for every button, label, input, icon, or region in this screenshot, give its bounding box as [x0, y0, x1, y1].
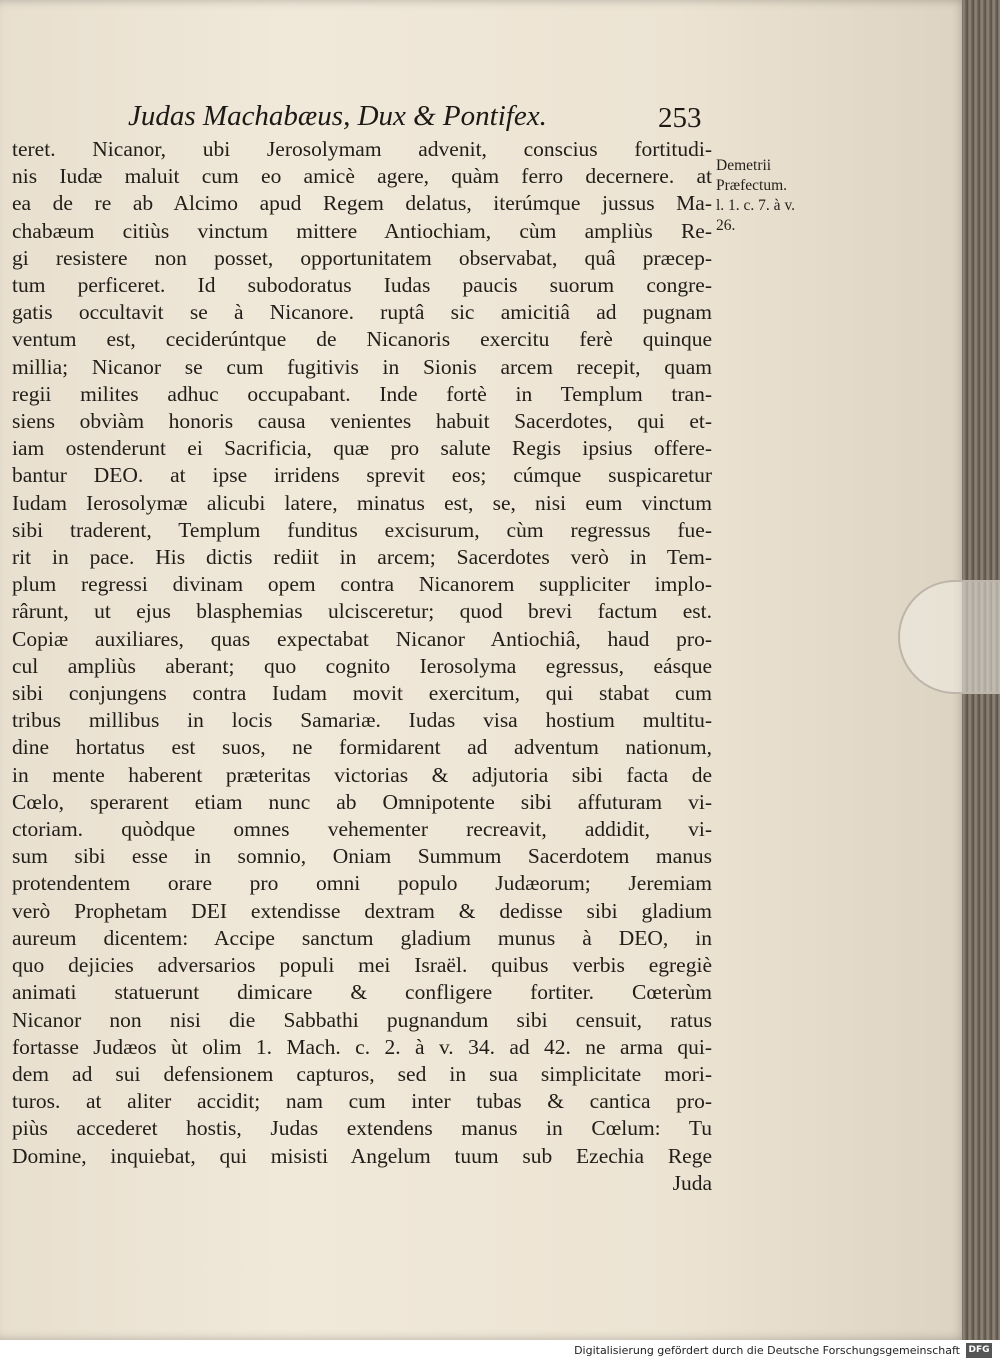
text-line: sibi traderent, Templum funditus excisurum, cùm regressus fue- — [12, 517, 712, 542]
page-clip — [898, 580, 1000, 694]
text-line: chabæum citiùs vinctum mittere Antiochiam, cùm ampliùs Re- — [12, 218, 712, 243]
text-line: Copiæ auxiliares, quas expectabat Nicanor Antiochiâ, haud pro- — [12, 626, 712, 651]
margin-note-line: Demetrii — [716, 157, 772, 174]
text-line: nis Iudæ maluit cum eo amicè agere, quàm ferro decernere. at — [12, 164, 712, 189]
text-line: plum regressi divinam opem contra Nicanorem suppliciter implo- — [12, 572, 712, 597]
text-line: Cœlo, sperarent etiam nunc ab Omnipotente sibi affuturam vi- — [12, 789, 712, 814]
text-line: iam ostenderunt ei Sacrificia, quæ pro salute Regis ipsius offere- — [12, 436, 712, 461]
text-line: dine hortatus est suos, ne formidarent ad adventum nationum, — [12, 735, 712, 760]
text-line: Domine, inquiebat, qui misisti Angelum tuum sub Ezechia Rege — [12, 1143, 712, 1168]
text-line: gatis occultavit se à Nicanore. ruptâ sic amicitiâ ad pugnam — [12, 300, 712, 325]
text-line: tum perficeret. Id subodoratus Iudas paucis suorum congre- — [12, 273, 712, 298]
text-line: siens obviàm honoris causa venientes habuit Sacerdotes, qui et- — [12, 409, 712, 434]
margin-note — [716, 156, 846, 236]
text-line: quo dejicies adversarios populi mei Israël. quibus verbis egregiè — [12, 953, 712, 978]
page-number: 253 — [658, 102, 702, 134]
text-line: Nicanor non nisi die Sabbathi pugnandum sibi censuit, ratus — [12, 1007, 712, 1032]
text-line: tribus millibus in locis Samariæ. Iudas visa hostium multitu- — [12, 708, 712, 733]
text-line: ea de re ab Alcimo apud Regem delatus, iterúmque jussus Ma- — [12, 191, 712, 216]
text-line: verò Prophetam DEI extendisse dextram & dedisse sibi gladium — [12, 898, 712, 923]
text-line: turos. at aliter accidit; nam cum inter tubas & cantica pro- — [12, 1089, 712, 1114]
text-line: bantur DEO. at ipse irridens sprevit eos; cúmque suspicaretur — [12, 463, 712, 488]
text-line: ventum est, ceciderúntque de Nicanoris exercitu ferè quinque — [12, 327, 712, 352]
funding-credit: Digitalisierung gefördert durch die Deutsche Forschungsgemeinschaft — [574, 1344, 960, 1357]
text-line: dem ad sui defensionem capturos, sed in sua simplicitate mori- — [12, 1061, 712, 1086]
text-line: fortasse Judæos ùt olim 1. Mach. c. 2. à v. 34. ad 42. ne arma qui- — [12, 1034, 712, 1059]
text-line: in mente haberent præteritas victorias & adjutoria sibi facta de — [12, 762, 712, 787]
text-line: ctoriam. quòdque omnes vehementer recreavit, addidit, vi- — [12, 817, 712, 842]
body-text — [12, 136, 712, 1197]
text-line: protendentem orare pro omni populo Judæorum; Jeremiam — [12, 871, 712, 896]
text-line: rit in pace. His dictis rediit in arcem; Sacerdotes verò in Tem- — [12, 545, 712, 570]
text-line: regii milites adhuc occupabant. Inde fortè in Templum tran- — [12, 381, 712, 406]
text-line: millia; Nicanor se cum fugitivis in Sionis arcem recepit, quam — [12, 354, 712, 379]
text-line: teret. Nicanor, ubi Jerosolymam advenit, conscius fortitudi- — [12, 137, 712, 161]
text-line: animati statuerunt dimicare & confligere fortiter. Cœterùm — [12, 980, 712, 1005]
running-head: Judas Machabæus, Dux & Pontifex. — [128, 100, 547, 132]
text-line: Juda — [672, 1170, 712, 1195]
text-line: sibi conjungens contra Iudam movit exercitum, qui stabat cum — [12, 681, 712, 706]
text-line: sum sibi esse in somnio, Oniam Summum Sacerdotem manus — [12, 844, 712, 869]
text-line: gi resistere non posset, opportunitatem observabat, quâ præcep- — [12, 245, 712, 270]
text-line: piùs accederet hostis, Judas extendens manus in Cœlum: Tu — [12, 1116, 712, 1141]
text-line: Iudam Ierosolymæ alicubi latere, minatus est, se, nisi eum vinctum — [12, 490, 712, 515]
margin-note-line: Præfectum. — [716, 177, 788, 194]
text-line: rârunt, ut ejus blasphemias ulcisceretur; quod brevi factum est. — [12, 599, 712, 624]
margin-note-line: l. 1. c. 7. à v. — [716, 197, 796, 214]
dfg-logo: DFG — [966, 1343, 992, 1358]
text-line: aureum dicentem: Accipe sanctum gladium munus à DEO, in — [12, 925, 712, 950]
text-line: cul ampliùs aberant; quo cognito Ierosolyma egressus, eásque — [12, 653, 712, 678]
margin-note-line: 26. — [716, 217, 736, 234]
